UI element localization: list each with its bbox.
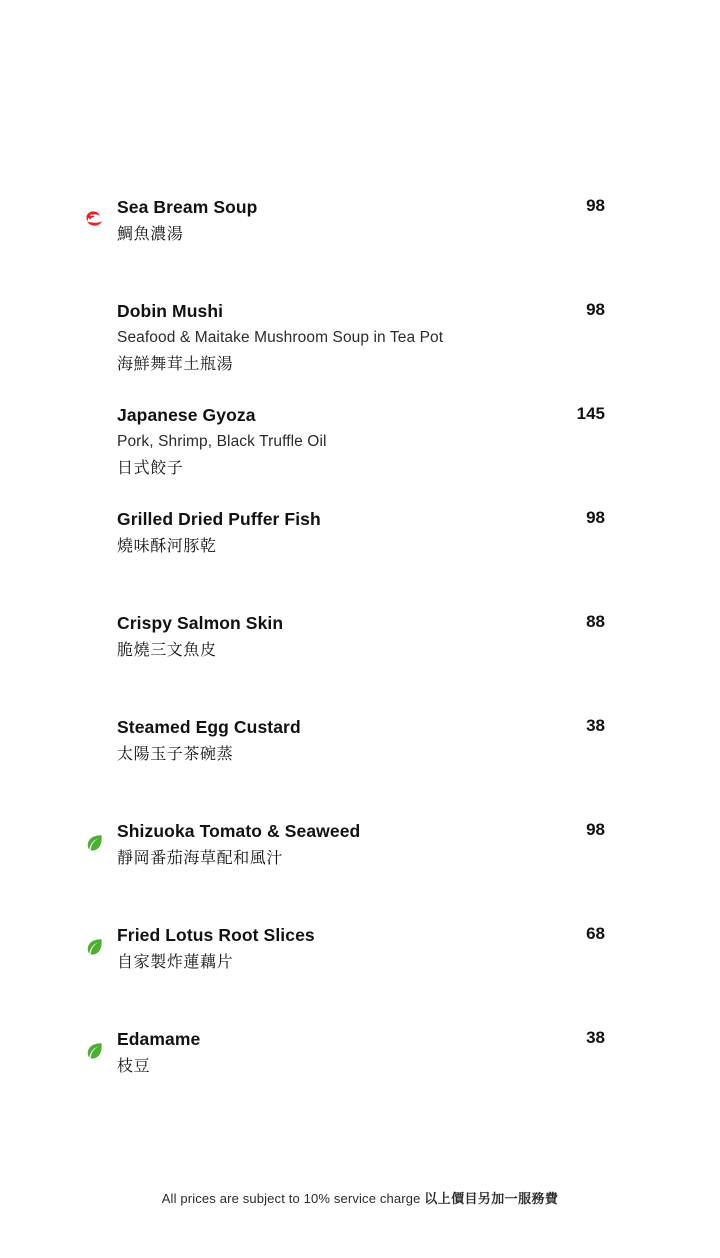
footer-note-cn: 以上價目另加一服務費 <box>424 1191 559 1206</box>
leaf-icon <box>82 831 106 855</box>
menu-item-name: Japanese Gyoza <box>117 405 256 425</box>
menu-item-price: 98 <box>586 820 605 839</box>
menu-item <box>0 612 720 690</box>
menu-item-header <box>117 716 605 740</box>
menu-item <box>0 1028 720 1106</box>
leaf-icon-svg <box>82 831 106 855</box>
menu-item-name-chinese: 枝豆 <box>117 1057 151 1075</box>
menu-item-name: Fried Lotus Root Slices <box>117 925 315 945</box>
menu-item <box>0 924 720 1002</box>
menu-item-price: 68 <box>586 924 605 943</box>
menu-item-price: 38 <box>586 1028 605 1047</box>
leaf-icon <box>82 1039 106 1063</box>
menu-item-name-chinese: 太陽玉子茶碗蒸 <box>117 745 234 763</box>
menu-item-name-chinese: 靜岡番茄海草配和風汁 <box>117 849 284 867</box>
leaf-icon-svg <box>82 1039 106 1063</box>
menu-item-description: Pork, Shrimp, Black Truffle Oil <box>117 432 327 450</box>
menu-item-header <box>117 1028 605 1052</box>
menu-list <box>0 196 720 1132</box>
menu-item-description: Seafood & Maitake Mushroom Soup in Tea Pot <box>117 328 444 346</box>
menu-item-header <box>117 196 605 220</box>
menu-item-name: Crispy Salmon Skin <box>117 613 284 633</box>
menu-item-name-chinese: 鯛魚濃湯 <box>117 225 184 243</box>
menu-item-name: Edamame <box>117 1029 201 1049</box>
footer-note <box>0 1188 720 1207</box>
menu-item-name: Sea Bream Soup <box>117 197 258 217</box>
menu-item-price: 88 <box>586 612 605 631</box>
menu-item <box>0 820 720 898</box>
leaf-icon <box>82 935 106 959</box>
shrimp-icon <box>82 207 106 231</box>
menu-item-name: Dobin Mushi <box>117 301 224 321</box>
menu-item-price: 145 <box>576 404 605 423</box>
menu-item-header <box>117 404 605 428</box>
menu-item-name-chinese: 海鮮舞茸土瓶湯 <box>117 355 234 373</box>
menu-item <box>0 300 720 378</box>
menu-item-name: Steamed Egg Custard <box>117 717 301 737</box>
menu-item-name-chinese: 脆燒三文魚皮 <box>117 641 217 659</box>
menu-item-header <box>117 924 605 948</box>
shrimp-icon-svg <box>82 207 106 231</box>
leaf-icon-svg <box>82 935 106 959</box>
menu-item-price: 98 <box>586 196 605 215</box>
footer-note-en: All prices are subject to 10% service charge <box>161 1191 421 1206</box>
menu-item <box>0 404 720 482</box>
menu-item-price: 98 <box>586 300 605 319</box>
menu-item-price: 38 <box>586 716 605 735</box>
menu-item-price: 98 <box>586 508 605 527</box>
menu-item <box>0 196 720 274</box>
menu-item <box>0 716 720 794</box>
menu-item-name: Grilled Dried Puffer Fish <box>117 509 321 529</box>
menu-item-header <box>117 300 605 324</box>
menu-item <box>0 508 720 586</box>
menu-item-name-chinese: 日式餃子 <box>117 459 184 477</box>
menu-item-header <box>117 612 605 636</box>
menu-item-name-chinese: 燒味酥河豚乾 <box>117 537 217 555</box>
menu-item-header <box>117 820 605 844</box>
menu-item-name: Shizuoka Tomato & Seaweed <box>117 821 361 841</box>
menu-item-name-chinese: 自家製炸蓮藕片 <box>117 953 234 971</box>
menu-item-header <box>117 508 605 532</box>
